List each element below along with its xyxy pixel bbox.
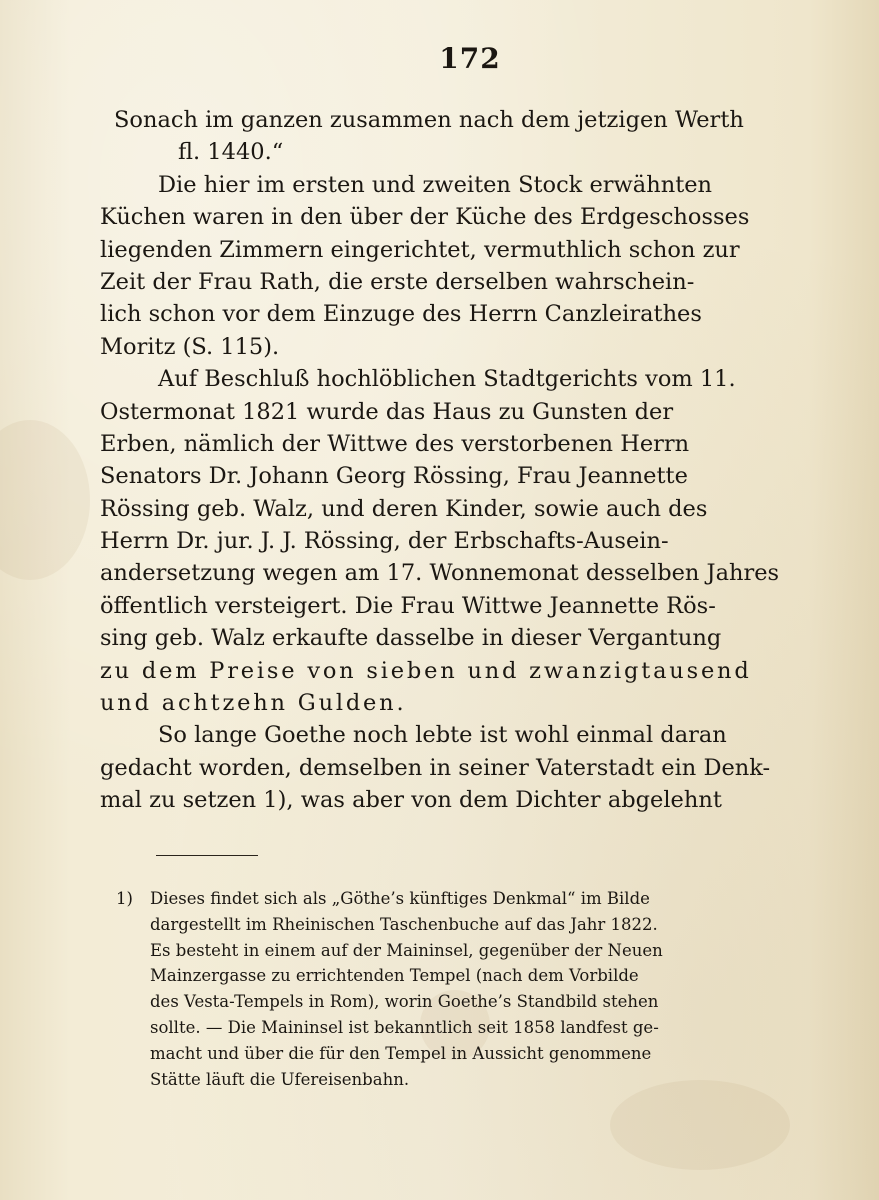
text-line: Herrn Dr. jur. J. J. Rössing, der Erbschafts-Ausein- [100,528,669,555]
text-line: und achtzehn Gulden. [100,690,407,717]
footnote-marker: 1) [116,889,133,908]
main-text [100,104,825,817]
text-line: Auf Beschluß hochlöblichen Stadtgerichts vom 11. [158,366,736,393]
footnote-line: Es besteht in einem auf der Maininsel, gegenüber der Neuen [150,940,663,960]
paper-stain [0,420,90,580]
footnote-text: Dieses findet sich als „Göthe’s künftiges Denkmal“ im Bilde [150,889,650,908]
text-line: mal zu setzen 1), was aber von dem Dichter abgelehnt [100,787,722,814]
footnote [116,886,828,1092]
text-line: Moritz (S. 115). [100,333,280,360]
text-line: fl. 1440.“ [178,139,284,166]
text-line: Rössing geb. Walz, und deren Kinder, sowie auch des [100,495,708,522]
page-number: 172 [439,42,501,75]
text-line: zu dem Preise von sieben und zwanzigtausend [100,657,752,684]
text-line: Erben, nämlich der Wittwe des verstorbenen Herrn [100,430,690,457]
footnote-line: sollte. — Die Maininsel ist bekanntlich seit 1858 landfest ge- [150,1017,659,1037]
text-line: Zeit der Frau Rath, die erste derselben wahrschein- [100,268,695,295]
footnote-line: dargestellt im Rheinischen Taschenbuche auf das Jahr 1822. [150,914,658,934]
text-line: lich schon vor dem Einzuge des Herrn Canzleirathes [100,301,702,328]
text-line: Die hier im ersten und zweiten Stock erwähnten [158,171,713,198]
text-line: Ostermonat 1821 wurde das Haus zu Gunsten der [100,398,674,425]
footnote-line: Stätte läuft die Ufereisenbahn. [150,1069,410,1089]
footnote-line: des Vesta-Tempels in Rom), worin Goethe’s Standbild stehen [150,992,659,1012]
text-line: gedacht worden, demselben in seiner Vaterstadt ein Denk- [100,754,771,781]
text-line: andersetzung wegen am 17. Wonnemonat desselben Jahres [100,560,780,587]
text-line: sing geb. Walz erkaufte dasselbe in dieser Vergantung [100,625,722,652]
text-line: Sonach im ganzen zusammen nach dem jetzigen Werth [114,107,744,133]
footnote-separator [156,855,258,856]
footnote-line: Mainzergasse zu errichtenden Tempel (nach dem Vorbilde [150,966,639,986]
footnote-line [116,886,828,912]
text-line: Küchen waren in den über der Küche des Erdgeschosses [100,204,750,231]
footnote-line: macht und über die für den Tempel in Aussicht genommene [150,1043,652,1063]
paper-stain [610,1080,790,1170]
text-line: So lange Goethe noch lebte ist wohl einmal daran [158,722,727,749]
text-line: Senators Dr. Johann Georg Rössing, Frau Jeannette [100,463,688,490]
text-line: liegenden Zimmern eingerichtet, vermuthlich schon zur [100,236,740,263]
text-line: öffentlich versteigert. Die Frau Wittwe Jeannette Rös- [100,592,716,619]
